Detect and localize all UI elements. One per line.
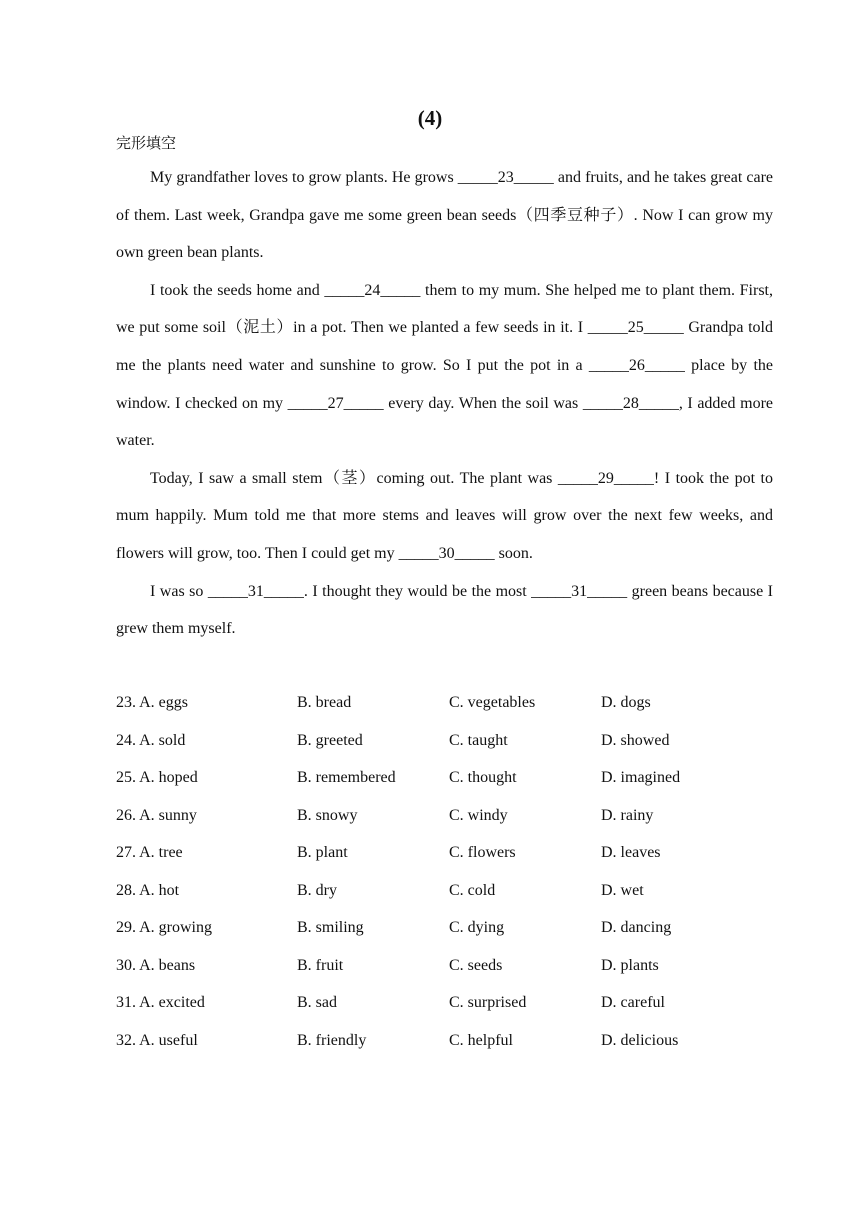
question-row	[116, 722, 776, 760]
option-a: 30. A. beans	[116, 956, 196, 974]
question-row	[116, 984, 776, 1022]
option-a: 32. A. useful	[116, 1031, 198, 1049]
question-row	[116, 684, 776, 722]
option-a: 25. A. hoped	[116, 769, 198, 786]
passage-paragraph: My grandfather loves to grow plants. He grows _____23_____ and fruits, and he takes great care of them. Last week, Grandpa gave me some green bean seeds（四季豆种子）. Now I can grow my own green bean plants.	[116, 169, 773, 262]
option-c: C. taught	[449, 731, 508, 749]
option-b: B. friendly	[297, 1031, 367, 1049]
option-a: 23. A. eggs	[116, 694, 188, 711]
option-a: 26. A. sunny	[116, 806, 197, 824]
option-d: D. dancing	[601, 919, 672, 936]
option-c: C. vegetables	[449, 694, 536, 711]
passage-paragraph: I took the seeds home and _____24_____ them to my mum. She helped me to plant them. First, we put some soil（泥土）in a pot. Then we planted a few seeds in it. I _____25_____ Grandpa told me the plants need water and sunshine to grow. So I put the pot in a _____26_____ place by the window. I checked on my _____27_____ every day. When the soil was _____28_____, I added more water.	[116, 281, 773, 450]
option-d: D. careful	[601, 994, 665, 1011]
question-row	[116, 872, 776, 910]
option-b: B. fruit	[297, 956, 344, 974]
option-b: B. dry	[297, 881, 337, 899]
option-d: D. dogs	[601, 694, 651, 711]
option-a: 31. A. excited	[116, 994, 205, 1011]
option-c: C. seeds	[449, 956, 503, 974]
option-a: 28. A. hot	[116, 881, 180, 899]
question-row	[116, 909, 776, 947]
question-row	[116, 947, 776, 985]
option-a: 24. A. sold	[116, 731, 186, 749]
passage-paragraph: Today, I saw a small stem（茎）coming out. The plant was _____29_____! I took the pot to mum happily. Mum told me that more stems and leaves will grow over the next few weeks, and flowers will grow, too. Then I could get my _____30_____ soon.	[116, 469, 773, 562]
section-label: 完形填空	[116, 134, 177, 152]
option-c: C. dying	[449, 919, 505, 936]
question-row	[116, 1022, 776, 1060]
option-b: B. snowy	[297, 806, 358, 824]
option-d: D. leaves	[601, 844, 661, 861]
page-title: (4)	[417, 106, 443, 130]
option-a: 27. A. tree	[116, 844, 183, 861]
option-c: C. windy	[449, 806, 508, 824]
option-d: D. wet	[601, 881, 644, 899]
question-row	[116, 797, 776, 835]
option-b: B. plant	[297, 844, 348, 861]
option-d: D. rainy	[601, 806, 654, 824]
passage-paragraph: I was so _____31_____. I thought they would be the most _____31_____ green beans because I grew them myself.	[116, 582, 773, 638]
option-b: B. sad	[297, 994, 337, 1011]
option-c: C. helpful	[449, 1031, 513, 1049]
option-b: B. bread	[297, 694, 352, 711]
cloze-passage	[116, 159, 773, 648]
option-a: 29. A. growing	[116, 919, 212, 936]
option-c: C. surprised	[449, 994, 527, 1011]
option-d: D. imagined	[601, 769, 681, 786]
option-c: C. flowers	[449, 844, 516, 861]
option-d: D. plants	[601, 956, 659, 974]
option-d: D. showed	[601, 731, 670, 749]
option-d: D. delicious	[601, 1031, 679, 1049]
answer-options	[116, 684, 776, 1059]
option-b: B. remembered	[297, 769, 396, 786]
option-b: B. smiling	[297, 919, 364, 936]
option-c: C. cold	[449, 881, 496, 899]
option-c: C. thought	[449, 769, 517, 786]
option-b: B. greeted	[297, 731, 363, 749]
question-row	[116, 834, 776, 872]
question-row	[116, 759, 776, 797]
